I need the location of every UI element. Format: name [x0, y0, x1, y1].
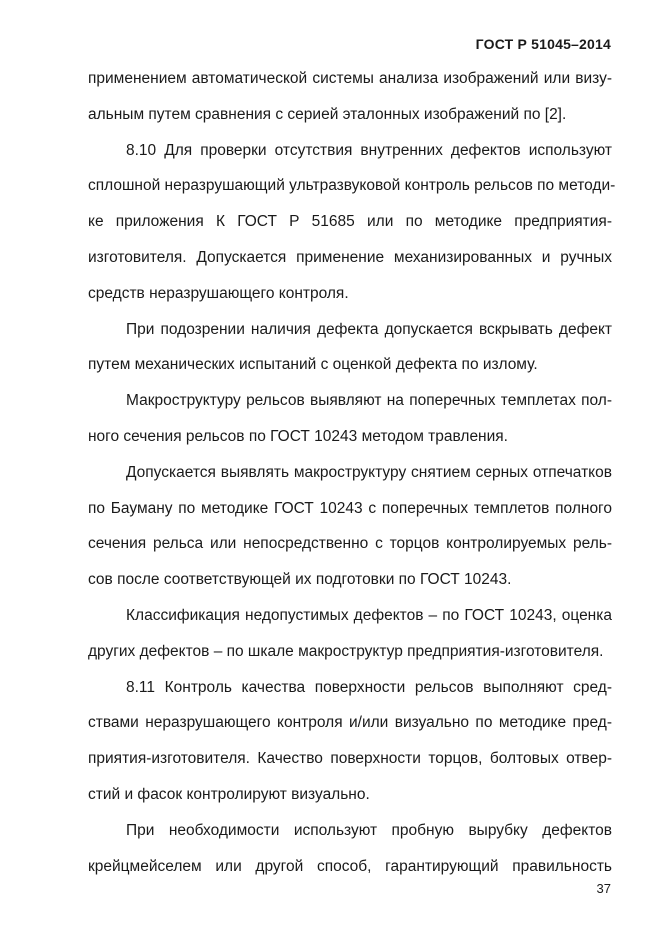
text-line: изготовителя. Допускается применение механизированных и ручных: [88, 248, 612, 266]
text-line: Классификация недопустимых дефектов – по ГОСТ 10243, оценка: [126, 606, 612, 624]
text-line: путем механических испытаний с оценкой дефекта по излому.: [88, 356, 538, 374]
text-line: других дефектов – по шкале макроструктур предприятия-изготовителя.: [88, 642, 604, 660]
page-number: 37: [596, 881, 611, 896]
document-body: [88, 61, 616, 884]
text-line: ке приложения К ГОСТ Р 51685 или по методике предприятия-: [88, 213, 612, 231]
text-line: по Бауману по методике ГОСТ 10243 с поперечных темплетов полного: [88, 499, 612, 517]
text-line: приятия-изготовителя. Качество поверхности торцов, болтовых отвер-: [88, 750, 612, 768]
text-line: сплошной неразрушающий ультразвуковой контроль рельсов по методи-: [88, 177, 616, 195]
text-line: ного сечения рельсов по ГОСТ 10243 методом травления.: [88, 427, 508, 445]
text-line: стий и фасок контролируют визуально.: [88, 785, 370, 803]
text-line: альным путем сравнения с серией эталонных изображений по [2].: [88, 105, 567, 123]
text-line: средств неразрушающего контроля.: [88, 284, 349, 302]
text-line: 8.11 Контроль качества поверхности рельсов выполняют сред-: [126, 678, 612, 696]
document-header: ГОСТ Р 51045–2014: [475, 36, 611, 52]
text-line: При необходимости используют пробную вырубку дефектов: [126, 821, 612, 839]
text-line: сов после соответствующей их подготовки по ГОСТ 10243.: [88, 571, 512, 589]
text-line: Допускается выявлять макроструктуру снятием серных отпечатков: [126, 463, 612, 481]
text-line: При подозрении наличия дефекта допускается вскрывать дефект: [126, 320, 612, 338]
text-line: ствами неразрушающего контроля и/или визуально по методике пред-: [88, 714, 612, 732]
text-line: сечения рельса или непосредственно с торцов контролируемых рель-: [88, 535, 612, 553]
text-line: 8.10 Для проверки отсутствия внутренних дефектов используют: [126, 141, 612, 159]
text-line: применением автоматической системы анализа изображений или визу-: [88, 70, 612, 87]
text-line: крейцмейселем или другой способ, гарантирующий правильность: [88, 857, 612, 875]
text-line: Макроструктуру рельсов выявляют на поперечных темплетах пол-: [126, 392, 612, 410]
